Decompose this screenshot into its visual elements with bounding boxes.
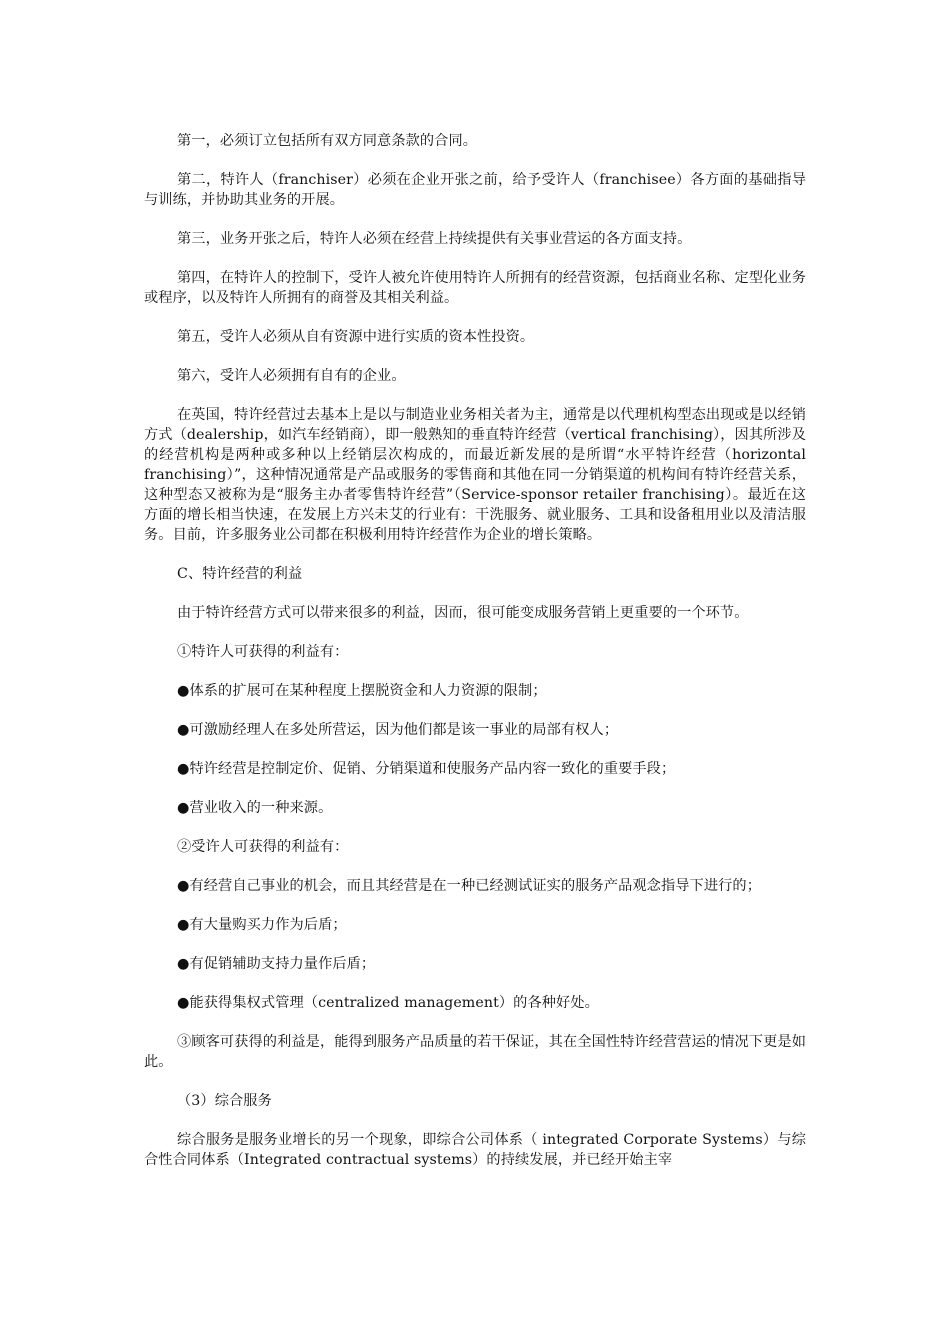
paragraph-customer-benefits: ③顾客可获得的利益是，能得到服务产品质量的若干保证，其在全国性特许经营营运的情况下更是如此。 [144,1034,806,1070]
paragraph-integrated-services: 综合服务是服务业增长的另一个现象，即综合公司体系（ integrated Corporate Systems）与综合性合同体系（Integrated contractual systems）的持续发展，并已经开始主宰 [144,1132,806,1168]
bullet-item: ●能获得集权式管理（centralized management）的各种好处。 [177,995,599,1011]
subheading-franchisee-benefits: ②受许人可获得的利益有： [177,839,349,855]
paragraph-condition-6: 第六，受许人必须拥有自有的企业。 [177,368,406,384]
paragraph-condition-2: 第二，特许人（franchiser）必须在企业开张之前，给予受许人（franchisee）各方面的基础指导与训练，并协助其业务的开展。 [144,172,806,208]
section-heading-benefits: C、特许经营的利益 [177,566,303,582]
bullet-item: ●有大量购买力作为后盾； [177,917,347,933]
paragraph-condition-4: 第四，在特许人的控制下，受许人被允许使用特许人所拥有的经营资源，包括商业名称、定型化业务或程序，以及特许人所拥有的商誉及其相关利益。 [144,270,806,306]
bullet-item: ●可激励经理人在多处所营运，因为他们都是该一事业的局部有权人； [177,722,619,738]
bullet-item: ●特许经营是控制定价、促销、分销渠道和使服务产品内容一致化的重要手段； [177,761,676,777]
paragraph-uk-franchising: 在英国，特许经营过去基本上是以与制造业业务相关者为主，通常是以代理机构型态出现或是以经销方式（dealership，如汽车经销商），即一般熟知的垂直特许经营（vertical franchising），因其所涉及的经营机构是两种或多种以上经销层次构成的，而最近新发展的是所谓“水平特许经营（horizontal franchising）”，这种情况通常是产品或服务的零售商和其他在同一分销渠道的机构间有特许经营关系，这种型态又被称为是“服务主办者零售特许经营”（Service-sponsor retailer franchising）。最近在这方面的增长相当快速，在发展上方兴未艾的行业有：干洗服务、就业服务、工具和设备租用业以及清洁服务。目前，许多服务业公司都在积极利用特许经营作为企业的增长策略。 [144,407,806,543]
subheading-franchiser-benefits: ①特许人可获得的利益有： [177,644,349,660]
paragraph-benefits-intro: 由于特许经营方式可以带来很多的利益，因而，很可能变成服务营销上更重要的一个环节。 [177,605,749,621]
paragraph-condition-3: 第三，业务开张之后，特许人必须在经营上持续提供有关事业营运的各方面支持。 [177,231,692,247]
bullet-item: ●有促销辅助支持力量作后盾； [177,956,376,972]
bullet-item: ●有经营自己事业的机会，而且其经营是在一种已经测试证实的服务产品观念指导下进行的； [177,878,761,894]
section-heading-integrated-services: （3）综合服务 [177,1093,272,1109]
bullet-item: ●体系的扩展可在某种程度上摆脱资金和人力资源的限制； [177,683,547,699]
paragraph-condition-5: 第五，受许人必须从自有资源中进行实质的资本性投资。 [177,329,535,345]
paragraph-condition-1: 第一，必须订立包括所有双方同意条款的合同。 [177,133,478,149]
bullet-item: ●营业收入的一种来源。 [177,800,333,816]
document-page [144,131,806,1189]
